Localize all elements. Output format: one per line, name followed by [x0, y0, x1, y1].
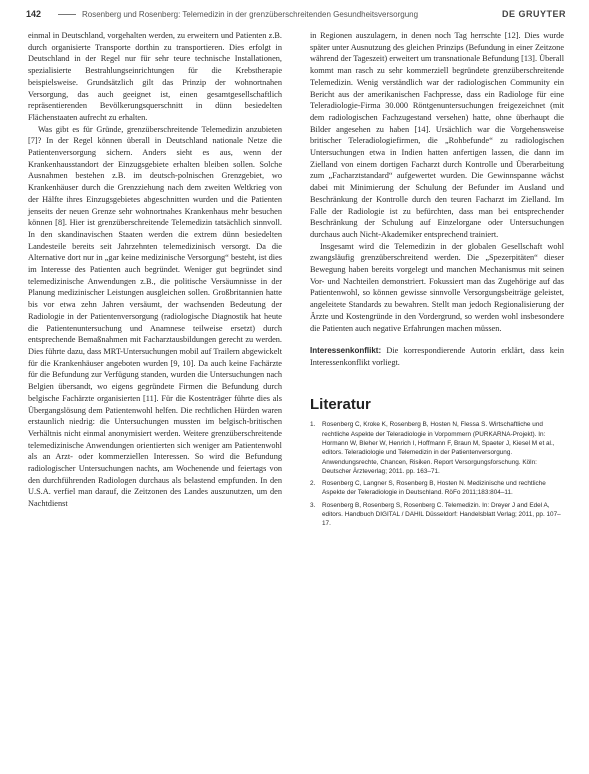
- left-column: [28, 30, 282, 510]
- conflict-of-interest: [310, 345, 564, 368]
- page-number: 142: [26, 9, 42, 19]
- reference-item: [310, 479, 564, 498]
- reference-item: [310, 501, 564, 529]
- publisher-logo: DE GRUYTER: [501, 9, 566, 19]
- reference-number: 3.: [310, 501, 316, 509]
- body-paragraph: Was gibt es für Gründe, grenzüberschreitende Telemedizin anzubieten [7]? In der Regel können überall in Deutschland nationale Netze die Patientenversorgung sichern. Anders sieht es aus, wenn der Krankenhausstandort der Einzugsgebiete erhalten bleiben sollen. Solche Ausnahmen bestehen z.B. im deutsch-polnischen Grenzgebiet, wo Krankenhäuser durch die Grenzziehung nach dem zweiten Weltkrieg von der Hälfte ihres Einzugsgebietes abgeschnitten wurden und die Patienten jenseits der neuen Grenze sehr wohnortnahes Krankenhaus mehr besuchen können [8]. Hier ist grenzüberschreitende Telemedizin tatsächlich sinnvoll. In den skandinavischen Staaten werden die extrem dünn besiedelten Landesteile bereits seit Jahrzehnten telemedizinisch versorgt. Da die Alternative dort nur in „gar keine medizinische Versorgung“ besteht, ist dies im Interesse des Patienten auch begründet. Weniger gut begründet sind telemedizinische Anwendungen z.B., die politische Versäumnisse in der Planung medizinischer Leistungen ausgleichen sollen. Großbritannien hatte bis vor etwa zehn Jahren versäumt, der wachsenden Bedeutung der Radiologie in der Patientenversorgung (radiologische Diagnostik hat heute die Patientenuntersuchung und Anamnese teilweise ersetzt) durch entsprechende Bemaßnahmen mit Facharztausbildungen gerecht zu werden. Dies führte dazu, dass MRT-Untersuchungen mobil auf Trailern abgewickelt für die Krankenhäuser angeboten wurden [9, 10]. Da auch keine Fachärzte für die Befundung zur Verfügung standen, wurden die Untersuchungen nach Belgien übersandt, wo eigens gegründete Firmen die Befundung durch belgische Fachärzte organisierten [11]. Für die Kostenträger führte dies als Übergangslösung dem Patientenwohl helfen. Die rechtlichen Hürden waren erstaunlich niedrig: die Untersuchungen mussten im belgisch-britischen Verhältnis nicht einmal anonymisiert werden. Weitere grenzüberschreitende telemedizinische Anwendungen orientierten sich weniger am Patientenwohl als an Arzt- oder kommerziellen Interessen. So wird die Befundung radiologischer Untersuchungen nachts, am Wochenende und feiertags von den durchführenden Radiologen durchaus als belastend empfunden. In den U.S.A. verfiel man darauf, die Zeitzonen des Landes auszunutzen, um den Nachtdienst: [28, 124, 282, 509]
- reference-item: [310, 420, 564, 476]
- conflict-text: Die korrespondierende Autorin erklärt, dass kein Interessenkonflikt vorliegt.: [310, 346, 564, 367]
- reference-number: 2.: [310, 480, 316, 488]
- reference-text: Rosenberg C, Kroke K, Rosenberg B, Hosten N, Flessa S. Wirtschaftliche und rechtliche Aspekte der Teleradiologie in Vorpommern (PURKARNA-Projekt). In: Hormann W, Bleher W, Henrich I, Hoffmann F, Braun M, Spaeter J, Kiesel M et al., editors. Teleradiologie und Telemedizin in der Patientenversorgung. Anwendungsrechte, Chancen, Risiken. Report Versorgungsforschung. Köln: Deutscher Ärzteverlag; 2011. pp. 163–71.: [322, 421, 555, 475]
- reference-text: Rosenberg B, Rosenberg S, Rosenberg C. Telemedizin. In: Dreyer J and Edel A, editors. Handbuch DIGITAL / DAHIL Düsseldorf: Handelsblatt Verlag; 2011, pp. 107–17.: [322, 501, 561, 528]
- conflict-label: Interessenkonflikt:: [310, 346, 382, 356]
- body-paragraph: Insgesamt wird die Telemedizin in der globalen Gesellschaft wohl zwangsläufig grenzüberschreitend werden. Die „Spezerpitäten“ dieser Bewegung haben bereits vorgelegt und manchen Mechanismus mit seinen Vor- und Nachteilen demonstriert. Fokussiert man das Zugehörige auf das Patientenwohl, so können gewisse sinnvolle Versorgungsbeiträge geleistet, angeleitete Standards zu bewahren. Stellt man jedoch Regionalisierung der Ärzte und Kostengründe in den Vordergrund, so werden wohl insbesondere die Patienten auch negative Erfahrungen machen müssen.: [310, 241, 564, 333]
- running-title: Rosenberg und Rosenberg: Telemedizin in der grenzüberschreitenden Gesundheitsversorgung: [58, 10, 418, 19]
- literature-heading: Literatur: [310, 395, 371, 413]
- body-paragraph: in Regionen auszulagern, in denen noch Tag herrschte [12]. Dies wurde später unter Ausnutzung des gleichen Prinzips (Befundung in einer Zeitzone während der Tageszeit) erweitert um transnationale Befundung [13]. Überall kommt man rasch zu sehr kommerziell begründete grenzüberschreitende Telemedizin. Wenig verständlich war der radiologischen Community ein Bericht aus der amerikanischen Fachpresse, dass ein Radiologe für eine Teleradiologie-Firma 30.000 Röntgenuntersuchungen freigezeichnet (mit dem radiologischen Fachzugestand versehen) hatte, ohne überhaupt die Bilder angesehen zu haben [14]. Ursächlich war die Vorgehensweise britischer Teleradiologiefirmen, die „Rohbefunde“ zu radiologischen Untersuchungen etwa in Indien hatten anfertigen lassen, die dann im Zielland von einem dortigen Facharzt durch Kontrolle und Überarbeitung zum „Facharztstandard“ aufgewertet wurden. Die Gewinnspanne wächst dabei mit Minimierung der Schulung der Befunder im Ausland und Beschränkung der Kontrolle durch den teuren Facharzt im Zielland. Im Falle der Radiologie ist zu befürchten, dass man bei entsprechender Beschränkung der Schulung auf Einzelorgane oder Untersuchungen durchaus auch Nicht-Akademiker entsprechend trainiert.: [310, 31, 564, 239]
- running-header: [26, 8, 566, 24]
- body-paragraph: einmal in Deutschland, vorgehalten werden, zu erweitern und Patienten z.B. durch organisierte Transporte dorthin zu transportieren. Dies erfolgt in Deutschland in der Regel nur für sehr teure technische Installationen, spezialisierte Bestrahlungseinrichtungen für die Krebstherapie beispielsweise. Grundsätzlich gilt das Prinzip der wohnortnahen Versorgung, das auch geeignet ist, einen gesamtgesellschaftlich repräsentierenden Bevölkerungsquerschnitt in dünn besiedelten Flächenstaaten aufrecht zu erhalten.: [28, 31, 282, 122]
- reference-list: [310, 420, 564, 528]
- reference-text: Rosenberg C, Langner S, Rosenberg B, Hosten N. Medizinische und rechtliche Aspekte der Teleradiologie in Deutschland. RöFo 2011;183:804–11.: [322, 480, 546, 497]
- reference-number: 1.: [310, 421, 316, 429]
- right-column: [310, 30, 564, 532]
